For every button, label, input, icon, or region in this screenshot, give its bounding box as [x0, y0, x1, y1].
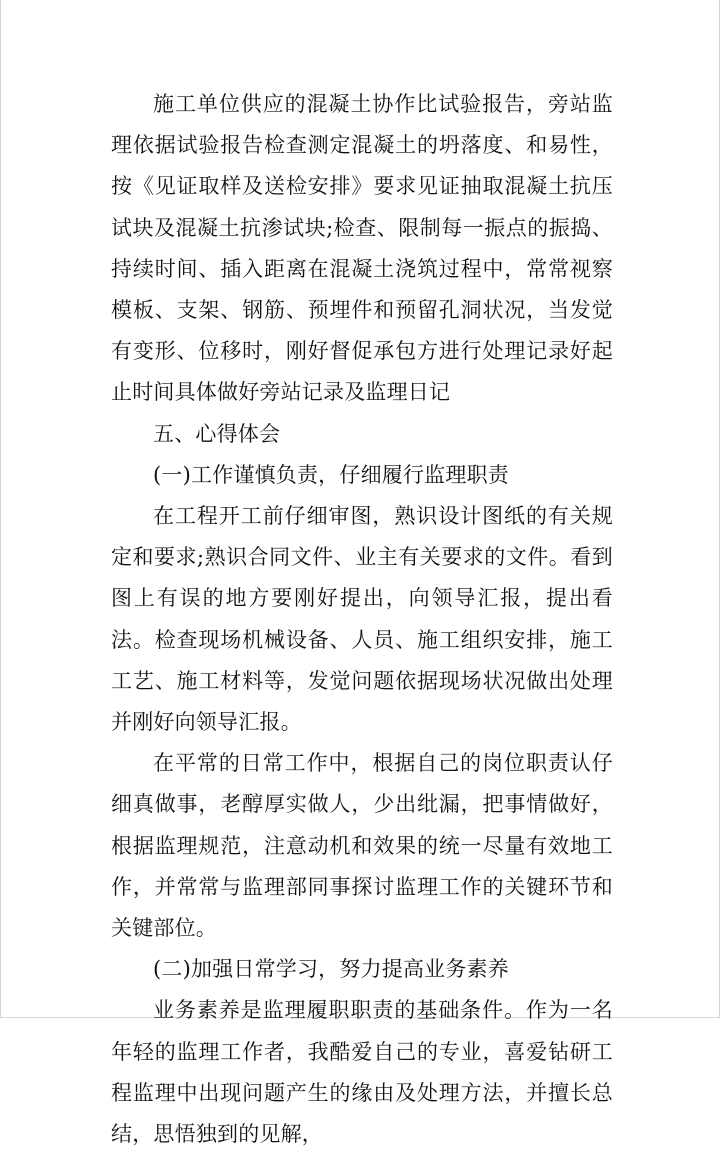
- subheading-study: (二)加强日常学习，努力提高业务素养: [153, 957, 509, 982]
- paragraph-drawing-review: 在工程开工前仔细审图，熟识设计图纸的有关规定和要求;熟识合同文件、业主有关要求的文件。看到图上有误的地方要刚好提出，向领导汇报，提出看法。检查现场机械设备、人员、施工组织安排，施工工艺、施工材料等，发觉问题依据现场状况做出处理并刚好向领导汇报。: [111, 504, 613, 735]
- section-heading-experience: 五、心得体会: [153, 421, 281, 446]
- paragraph-daily-work: 在平常的日常工作中，根据自己的岗位职责认仔细真做事，老醇厚实做人，少出纰漏，把事情做好，根据监理规范，注意动机和效果的统一尽量有效地工作，并常常与监理部同事探讨监理工作的关键环节和关键部位。: [111, 751, 613, 941]
- subheading-responsibility: (一)工作谨慎负责，仔细履行监理职责: [153, 462, 509, 487]
- paragraph-professional-quality: 业务素养是监理履职职责的基础条件。作为一名年轻的监理工作者，我酷爱自己的专业，喜爱钻研工程监理中出现问题产生的缘由及处理方法，并擅长总结，思悟独到的见解，: [111, 998, 613, 1147]
- paragraph-concrete-supervision: 施工单位供应的混凝土协作比试验报告，旁站监理依据试验报告检查测定混凝土的坍落度、和易性，按《见证取样及送检安排》要求见证抽取混凝土抗压试块及混凝土抗渗试块;检查、限制每一振点的振捣、持续时间、插入距离在混凝土浇筑过程中，常常视察模板、支架、钢筋、预埋件和预留孔洞状况，当发觉有变形、位移时，刚好督促承包方进行处理记录好起止时间具体做好旁站记录及监理日记: [111, 92, 613, 405]
- document-body: [111, 84, 613, 1155]
